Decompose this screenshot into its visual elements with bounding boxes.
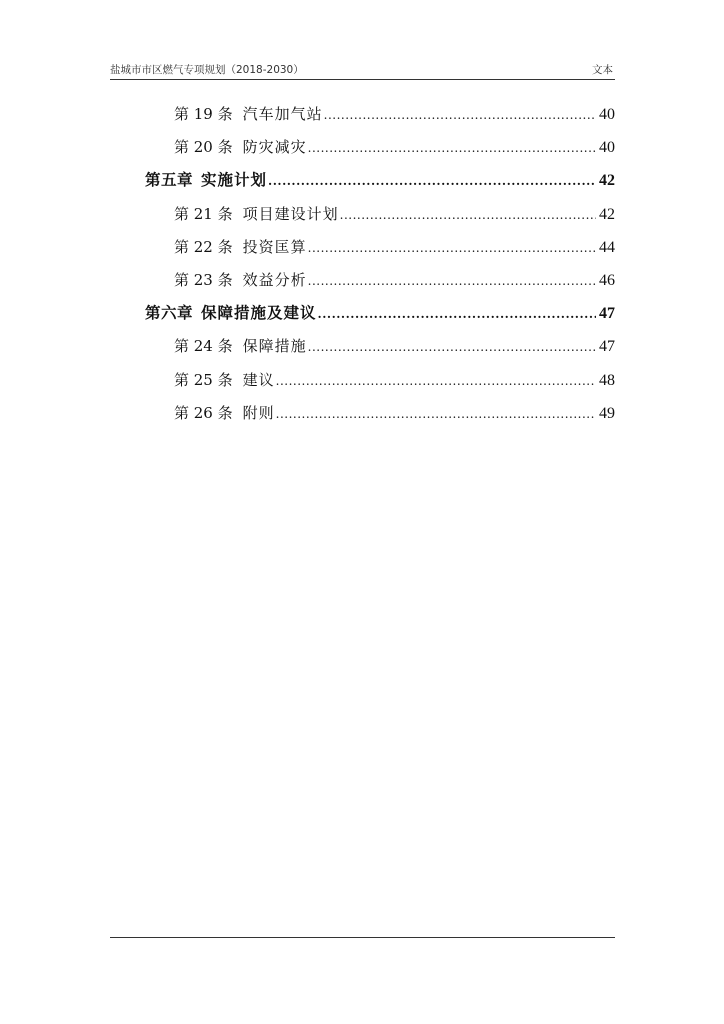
page-number: 42: [599, 172, 615, 190]
entry-number: 第 26 条: [174, 403, 233, 422]
toc-entry-article-24[interactable]: [145, 334, 615, 367]
page-number: 40: [599, 139, 615, 157]
table-of-contents: [145, 102, 615, 434]
dot-leader: [268, 169, 596, 193]
chapter-title: 保障措施及建议: [201, 303, 317, 323]
page-header: [110, 57, 615, 80]
dot-leader: [276, 369, 596, 393]
entry-title: 防灾减灾: [242, 138, 307, 157]
entry-number: 第 21 条: [174, 204, 233, 223]
toc-entry-article-22[interactable]: [145, 235, 615, 268]
entry-number: 第 20 条: [174, 138, 233, 157]
toc-entry-article-26[interactable]: [145, 401, 615, 434]
entry-title: 项目建设计划: [242, 204, 339, 223]
page-number: 40: [599, 106, 615, 123]
chapter-number: 第六章: [145, 303, 194, 323]
entry-title: 效益分析: [242, 270, 307, 289]
entry-number: 第 25 条: [174, 370, 233, 389]
page-number: 46: [599, 271, 615, 289]
toc-entry-article-20[interactable]: [145, 135, 615, 168]
document-title: 盐城市市区燃气专项规划（2018-2030）: [110, 64, 304, 76]
dot-leader: [308, 236, 596, 260]
entry-number: 第 23 条: [174, 270, 233, 289]
dot-leader: [308, 269, 596, 293]
page-number: 47: [599, 305, 615, 323]
footer-rule: [110, 937, 615, 938]
entry-title: 汽车加气站: [242, 105, 323, 123]
section-label: 文本: [592, 64, 613, 76]
entry-title: 建议: [242, 370, 275, 389]
page-number: 47: [599, 338, 615, 356]
page-number: 42: [599, 205, 615, 223]
toc-entry-article-23[interactable]: [145, 268, 615, 301]
dot-leader: [276, 402, 596, 426]
chapter-title: 实施计划: [201, 170, 268, 190]
entry-title: 保障措施: [242, 337, 307, 356]
dot-leader: [318, 302, 596, 326]
entry-title: 附则: [242, 403, 275, 422]
dot-leader: [308, 335, 596, 359]
page-number: 44: [599, 238, 615, 256]
dot-leader: [324, 103, 596, 127]
toc-entry-chapter-6[interactable]: [145, 301, 615, 334]
toc-entry-article-21[interactable]: [145, 202, 615, 235]
toc-entry-article-19[interactable]: [145, 102, 615, 135]
toc-entry-article-25[interactable]: [145, 368, 615, 401]
entry-number: 第 22 条: [174, 237, 233, 256]
page-number: 49: [599, 404, 615, 422]
chapter-number: 第五章: [145, 170, 194, 190]
page-number: 48: [599, 371, 615, 389]
toc-entry-chapter-5[interactable]: [145, 168, 615, 201]
entry-number: 第 19 条: [174, 105, 233, 123]
dot-leader: [340, 203, 596, 227]
entry-title: 投资匡算: [242, 237, 307, 256]
dot-leader: [308, 136, 596, 160]
entry-number: 第 24 条: [174, 337, 233, 356]
